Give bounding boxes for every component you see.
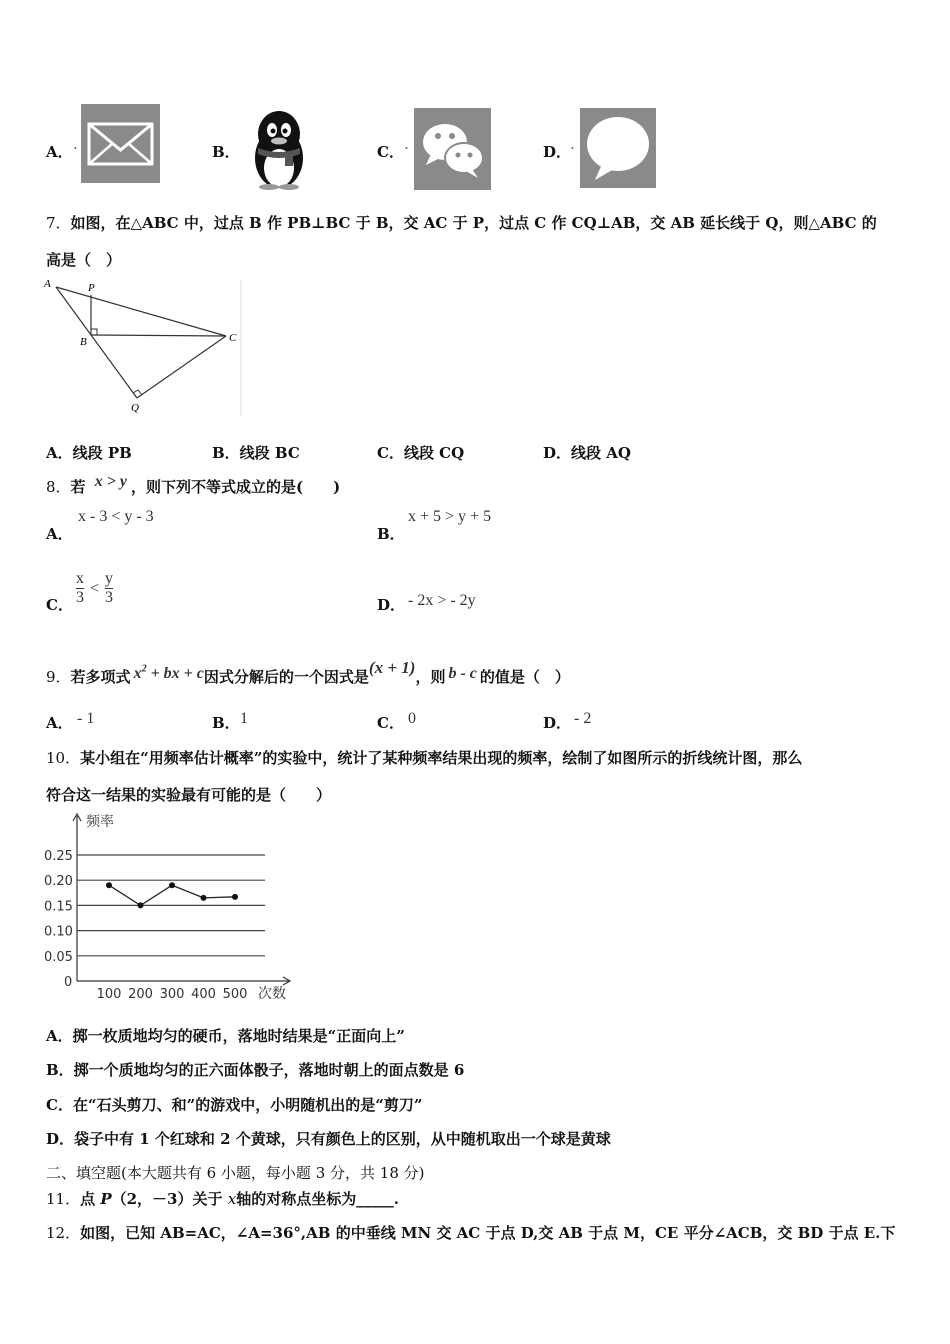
chart-ytick-label: 0.05 [44,949,73,965]
q8-stem [46,473,341,497]
chart-ylabel: 频率 [86,814,114,830]
chat-bubbles-icon [414,108,491,190]
q9-option-c-label: C． [377,714,404,732]
q8-option-d-label: D． [377,596,406,614]
q10-number: 10． [46,749,81,767]
chart-xtick-label: 400 [191,987,216,1002]
q9-expr: b - c [448,665,477,682]
q9-option-b-value: 1 [240,710,248,727]
q9-then: ，则 [415,668,446,686]
q11-text-c: 轴的对称点坐标为 [236,1190,357,1208]
q6-option-b-label: B． [212,143,240,161]
chart-xtick-label: 100 [96,987,122,1002]
q8-option-b-expr: x + 5 > y + 5 [408,508,492,525]
q9-number: 9． [46,668,71,686]
q8-option-c-frac-right [105,570,113,607]
q11-text-a: 点 [80,1190,96,1208]
q9-option-a-value: - 1 [77,710,95,727]
q11-text-b: （2，－3）关于 [111,1190,223,1208]
q12-stem [46,1222,895,1243]
q8-suffix: ，则下列不等式成立的是( ) [131,478,341,496]
q8-condition: x > y [94,473,128,490]
q8-option-c-label: C． [46,596,73,614]
chart-ytick-label: 0 [64,975,73,990]
q11-point: P [100,1190,112,1208]
q10-option-b: B．掷一个质地均匀的正六面体骰子，落地时朝上的面点数是 6 [46,1061,465,1079]
q6-option-d-dot: · [570,139,575,157]
q6-option-a-dot: · [73,139,78,157]
q8-c-num-left: x [76,570,84,587]
q11-axis: x [227,1190,237,1208]
chart-data-point [169,882,175,888]
q7-label-q: Q [131,402,139,414]
q8-c-num-right: y [105,570,114,587]
q8-option-a-label: A． [46,525,73,543]
q6-option-d-label: D． [543,143,572,161]
q12-text: 如图，已知 AB=AC，∠A=36°,AB 的中垂线 MN 交 AC 于点 D,交 AB 于点 M，CE 平分∠ACB，交 BD 于点 E.下 [80,1224,896,1242]
q8-option-c-expr [76,570,113,607]
q6-option-a-label: A． [46,143,73,161]
q6-option-c-label: C． [377,143,404,161]
q7-option-a: A．线段 PB [46,444,132,462]
chart-data-point [138,902,144,908]
chart-xtick-label: 200 [128,987,153,1002]
q9-poly-sup: 2 [141,663,147,675]
q9-factor: (x + 1) [368,658,416,677]
q9-poly-x: x [133,665,142,682]
q9-poly [134,665,204,682]
q8-c-den-right: 3 [105,589,114,606]
chart-xlabel: 次数 [258,986,286,1002]
q8-c-op: < [90,579,100,597]
q9-option-d-label: D． [543,714,572,732]
chart-xtick-label: 500 [222,987,248,1002]
chart-ytick-label: 0.10 [44,924,73,940]
q6-option-c-dot: · [404,139,409,157]
q7-number: 7． [46,214,71,232]
q11-number: 11． [46,1190,81,1208]
q12-number: 12． [46,1224,81,1242]
q7-text-line2: 高是（ ） [46,251,122,269]
q9-suffix: 的值是（ ） [479,668,570,686]
q7-option-c: C．线段 CQ [377,444,465,462]
chart-ytick-label: 0.15 [44,899,73,915]
q8-option-c-frac-left [76,570,84,607]
q10-line1 [46,747,802,768]
q8-c-den-left: 3 [76,589,84,606]
q9-option-d-value: - 2 [574,710,592,727]
q7-text-line1: 如图，在△ABC 中，过点 B 作 PB⊥BC 于 B，交 AC 于 P，过点 C 作 CQ⊥AB，交 AB 延长线于 Q，则△ABC 的 [70,214,877,232]
chart-ytick-label: 0.25 [44,849,73,864]
q9-option-c-value: 0 [408,710,416,727]
q7-label-p: P [88,282,95,294]
q10-text-line1: 某小组在“用频率估计概率”的实验中，统计了某种频率结果出现的频率，绘制了如图所示的折线统计图，那么 [80,749,803,767]
q11-stem [46,1188,399,1209]
chart-series-line [109,885,235,905]
q10-option-d: D．袋子中有 1 个红球和 2 个黄球，只有颜色上的区别，从中随机取出一个球是黄球 [46,1130,611,1148]
q10-text-line2: 符合这一结果的实验最有可能的是（ ） [46,786,332,804]
q7-triangle-figure [40,278,245,418]
envelope-icon [81,104,160,183]
q9-middle: 因式分解后的一个因式是 [203,668,369,686]
q9-prefix: 若多项式 [70,668,131,686]
q9-stem [46,658,570,687]
chart-data-point [201,895,207,901]
q7-label-b: B [80,336,87,348]
chart-xtick-label: 300 [159,987,185,1002]
section2-title: 二、填空题(本大题共有 6 小题，每小题 3 分，共 18 分) [46,1164,425,1182]
q10-frequency-chart [40,808,300,1003]
q7-option-d: D．线段 AQ [543,444,631,462]
q10-option-a: A．掷一枚质地均匀的硬币，落地时结果是“正面向上” [46,1027,405,1045]
q11-blank: _____ [356,1190,394,1208]
q8-option-a-expr: x - 3 < y - 3 [78,508,154,525]
q9-poly-rest: + bx + c [150,665,204,682]
q8-number: 8． [46,478,71,496]
q7-label-a: A [44,278,51,290]
q10-option-c: C．在“石头剪刀、和”的游戏中，小明随机出的是“剪刀” [46,1096,423,1114]
q8-option-d-expr: - 2x > - 2y [408,592,476,609]
speech-bubble-icon [580,108,656,188]
q8-prefix: 若 [70,478,86,496]
q7-option-b: B．线段 BC [212,444,300,462]
q9-option-a-label: A． [46,714,73,732]
chart-data-point [106,882,112,888]
q11-end: . [393,1190,399,1208]
q7-label-c: C [229,332,237,344]
q8-option-b-label: B． [377,525,405,543]
penguin-icon [245,108,313,190]
chart-data-point [232,894,238,900]
q7-line1 [46,212,877,233]
q9-option-b-label: B． [212,714,240,732]
chart-ytick-label: 0.20 [44,874,73,890]
